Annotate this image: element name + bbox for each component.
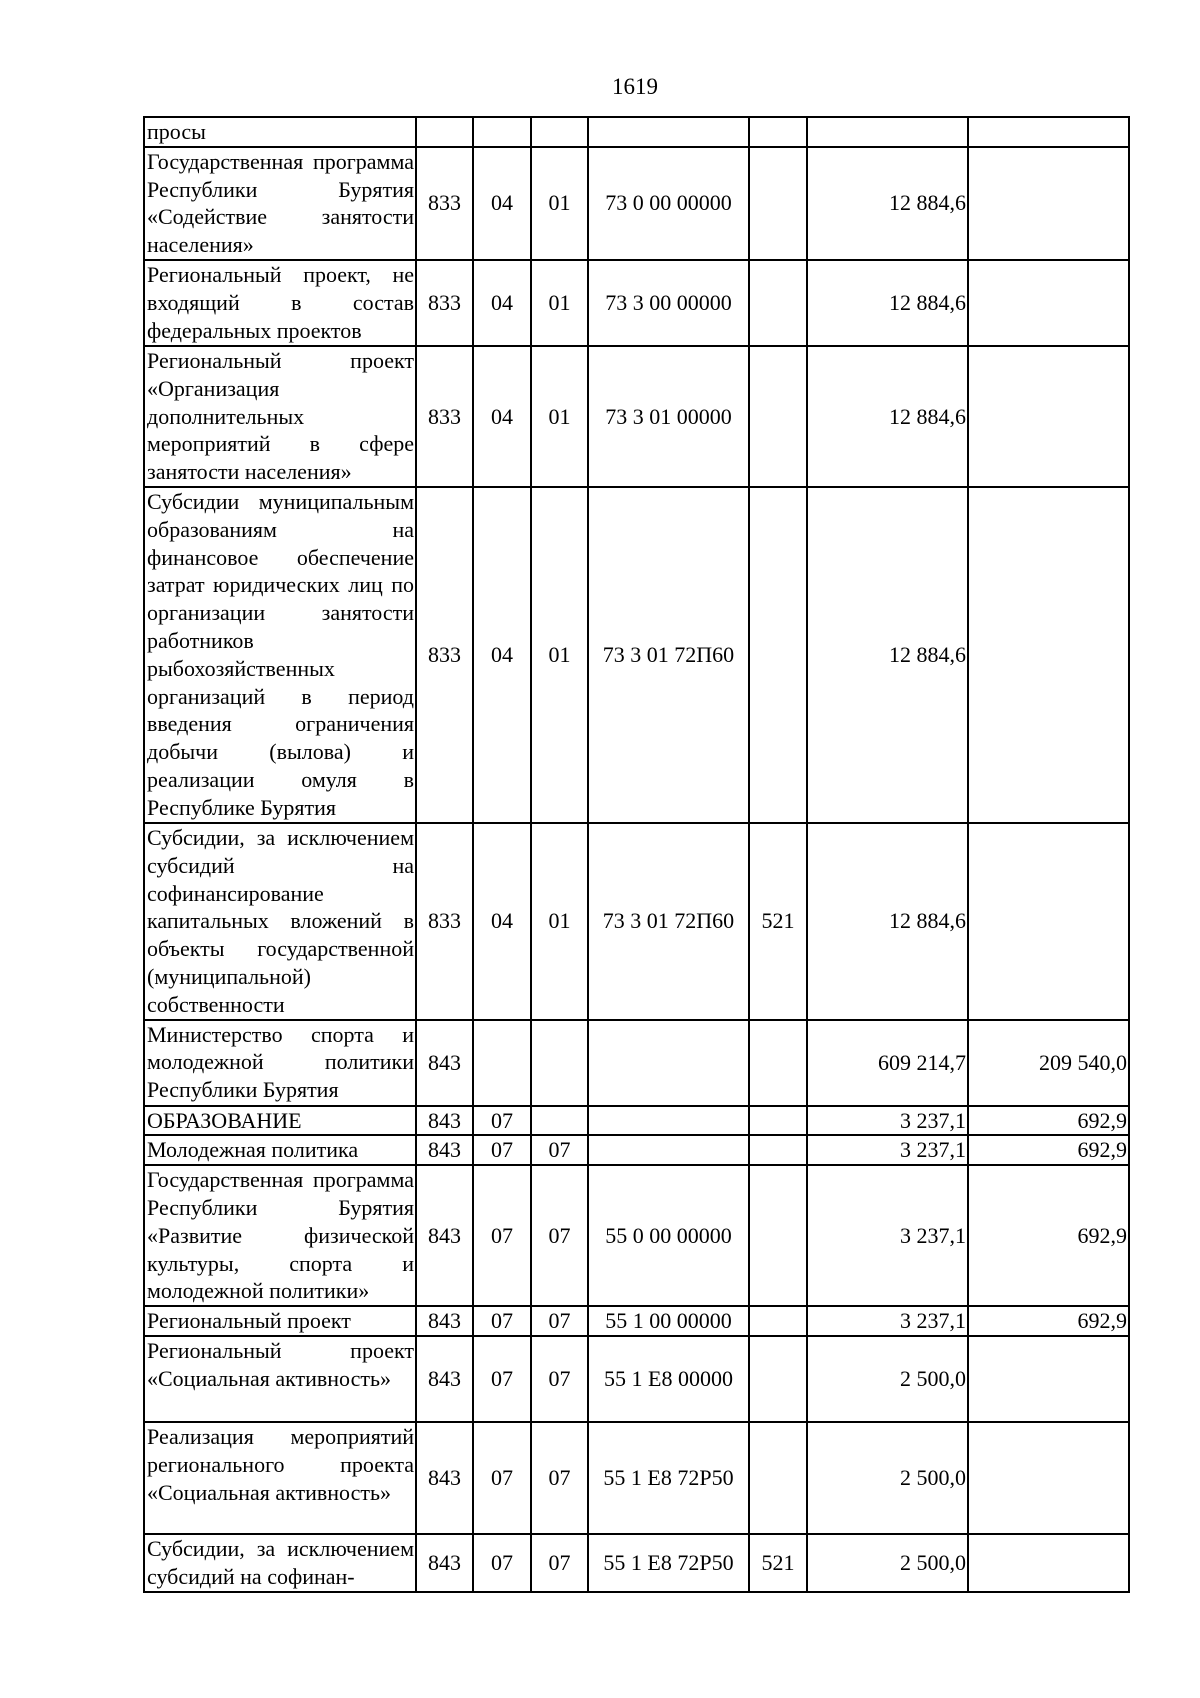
cell-expense-type: [749, 1422, 807, 1534]
cell-section: 07: [473, 1135, 531, 1165]
cell-amount-2: 209 540,0: [968, 1020, 1129, 1106]
cell-amount-2: 692,9: [968, 1306, 1129, 1336]
cell-amount-2: [968, 487, 1129, 823]
cell-target-article: 55 0 00 00000: [588, 1165, 749, 1306]
page-number: 1619: [612, 74, 658, 99]
cell-subsection: 01: [531, 487, 588, 823]
cell-name: Субсидии муниципальным образованиям на финансовое обеспечение затрат юридических лиц по организации занятости работников рыбохозяйственных организаций в период введения ограничения добычи (вылова) и реализации омуля в Республике Бурятия: [144, 487, 416, 823]
cell-subsection: 01: [531, 260, 588, 346]
table-row: [144, 346, 1129, 487]
cell-subsection: [531, 1020, 588, 1106]
cell-name: Субсидии, за исключением субсидий на софинансирование капитальных вложений в объекты государственной (муниципальной) собственности: [144, 823, 416, 1020]
cell-amount-2: [968, 346, 1129, 487]
cell-expense-type: [749, 147, 807, 260]
cell-subsection: 07: [531, 1534, 588, 1592]
cell-amount-1: 12 884,6: [807, 823, 968, 1020]
cell-target-article: 55 1 E8 72P50: [588, 1422, 749, 1534]
cell-name: ОБРАЗОВАНИЕ: [144, 1106, 416, 1136]
table-row: [144, 1020, 1129, 1106]
cell-amount-2: 692,9: [968, 1106, 1129, 1136]
cell-target-article: [588, 1106, 749, 1136]
cell-section: 07: [473, 1165, 531, 1306]
cell-section: 07: [473, 1106, 531, 1136]
cell-subsection: [531, 1106, 588, 1136]
cell-target-article: [588, 1135, 749, 1165]
cell-expense-type: [749, 1336, 807, 1422]
cell-amount-1: 12 884,6: [807, 346, 968, 487]
cell-subsection: [531, 117, 588, 147]
cell-target-article: 55 1 E8 72P50: [588, 1534, 749, 1592]
cell-amount-1: 12 884,6: [807, 487, 968, 823]
cell-admin-code: 843: [416, 1534, 473, 1592]
cell-section: 04: [473, 260, 531, 346]
table-row: [144, 1106, 1129, 1136]
cell-expense-type: [749, 1020, 807, 1106]
cell-target-article: [588, 117, 749, 147]
cell-section: 07: [473, 1336, 531, 1422]
cell-section: 07: [473, 1422, 531, 1534]
cell-target-article: 55 1 E8 00000: [588, 1336, 749, 1422]
cell-amount-1: 3 237,1: [807, 1165, 968, 1306]
cell-admin-code: 833: [416, 346, 473, 487]
cell-target-article: [588, 1020, 749, 1106]
cell-amount-2: [968, 1336, 1129, 1422]
cell-subsection: 07: [531, 1336, 588, 1422]
cell-amount-1: 3 237,1: [807, 1106, 968, 1136]
cell-target-article: 73 3 01 72П60: [588, 823, 749, 1020]
cell-target-article: 73 3 01 72П60: [588, 487, 749, 823]
cell-amount-1: 3 237,1: [807, 1135, 968, 1165]
cell-name: Региональный проект, не входящий в состав федеральных проектов: [144, 260, 416, 346]
cell-amount-2: 692,9: [968, 1165, 1129, 1306]
cell-target-article: 73 0 00 00000: [588, 147, 749, 260]
cell-section: 07: [473, 1306, 531, 1336]
cell-section: 07: [473, 1534, 531, 1592]
cell-target-article: 55 1 00 00000: [588, 1306, 749, 1336]
cell-amount-2: [968, 823, 1129, 1020]
cell-section: 04: [473, 147, 531, 260]
cell-amount-2: [968, 1534, 1129, 1592]
cell-admin-code: 843: [416, 1135, 473, 1165]
cell-name: Молодежная политика: [144, 1135, 416, 1165]
table-row: [144, 1306, 1129, 1336]
cell-amount-1: [807, 117, 968, 147]
cell-name: Министерство спорта и молодежной политики Республики Бурятия: [144, 1020, 416, 1106]
cell-expense-type: [749, 1306, 807, 1336]
table-row: [144, 1336, 1129, 1422]
cell-admin-code: 833: [416, 823, 473, 1020]
cell-section: [473, 117, 531, 147]
cell-target-article: 73 3 00 00000: [588, 260, 749, 346]
table-row: [144, 147, 1129, 260]
cell-admin-code: [416, 117, 473, 147]
table-row: [144, 487, 1129, 823]
cell-name: Региональный проект: [144, 1306, 416, 1336]
cell-expense-type: [749, 117, 807, 147]
cell-admin-code: 833: [416, 260, 473, 346]
table-body: [144, 117, 1129, 1592]
cell-amount-1: 12 884,6: [807, 260, 968, 346]
cell-name: Реализация мероприятий регионального проекта «Социальная активность»: [144, 1422, 416, 1534]
cell-admin-code: 843: [416, 1336, 473, 1422]
cell-subsection: 01: [531, 147, 588, 260]
cell-subsection: 01: [531, 346, 588, 487]
budget-table: [143, 116, 1130, 1593]
cell-subsection: 07: [531, 1422, 588, 1534]
cell-amount-2: [968, 117, 1129, 147]
cell-name: Государственная программа Республики Бурятия «Развитие физической культуры, спорта и молодежной политики»: [144, 1165, 416, 1306]
cell-amount-2: 692,9: [968, 1135, 1129, 1165]
cell-amount-1: 12 884,6: [807, 147, 968, 260]
table-row: [144, 823, 1129, 1020]
table-row: [144, 1135, 1129, 1165]
cell-expense-type: 521: [749, 1534, 807, 1592]
cell-expense-type: [749, 1106, 807, 1136]
cell-subsection: 07: [531, 1165, 588, 1306]
cell-section: [473, 1020, 531, 1106]
cell-amount-1: 3 237,1: [807, 1306, 968, 1336]
cell-expense-type: [749, 346, 807, 487]
cell-section: 04: [473, 346, 531, 487]
table-row: [144, 117, 1129, 147]
cell-name: Субсидии, за исключением субсидий на софинан-: [144, 1534, 416, 1592]
cell-target-article: 73 3 01 00000: [588, 346, 749, 487]
cell-subsection: 07: [531, 1306, 588, 1336]
cell-admin-code: 843: [416, 1165, 473, 1306]
cell-amount-1: 2 500,0: [807, 1534, 968, 1592]
cell-name: Региональный проект «Организация дополнительных мероприятий в сфере занятости населения»: [144, 346, 416, 487]
cell-name: Региональный проект «Социальная активность»: [144, 1336, 416, 1422]
cell-expense-type: [749, 1165, 807, 1306]
cell-admin-code: 843: [416, 1306, 473, 1336]
cell-amount-2: [968, 260, 1129, 346]
cell-subsection: 01: [531, 823, 588, 1020]
cell-name: просы: [144, 117, 416, 147]
cell-admin-code: 843: [416, 1106, 473, 1136]
cell-admin-code: 833: [416, 487, 473, 823]
cell-admin-code: 843: [416, 1422, 473, 1534]
table-row: [144, 1165, 1129, 1306]
cell-amount-2: [968, 147, 1129, 260]
cell-expense-type: 521: [749, 823, 807, 1020]
cell-amount-1: 2 500,0: [807, 1422, 968, 1534]
cell-admin-code: 843: [416, 1020, 473, 1106]
table-row: [144, 1422, 1129, 1534]
cell-admin-code: 833: [416, 147, 473, 260]
cell-amount-2: [968, 1422, 1129, 1534]
cell-subsection: 07: [531, 1135, 588, 1165]
cell-expense-type: [749, 1135, 807, 1165]
table-row: [144, 260, 1129, 346]
cell-name: Государственная программа Республики Бурятия «Содействие занятости населения»: [144, 147, 416, 260]
cell-amount-1: 609 214,7: [807, 1020, 968, 1106]
table-row: [144, 1534, 1129, 1592]
cell-section: 04: [473, 823, 531, 1020]
cell-expense-type: [749, 260, 807, 346]
cell-amount-1: 2 500,0: [807, 1336, 968, 1422]
cell-section: 04: [473, 487, 531, 823]
cell-expense-type: [749, 487, 807, 823]
